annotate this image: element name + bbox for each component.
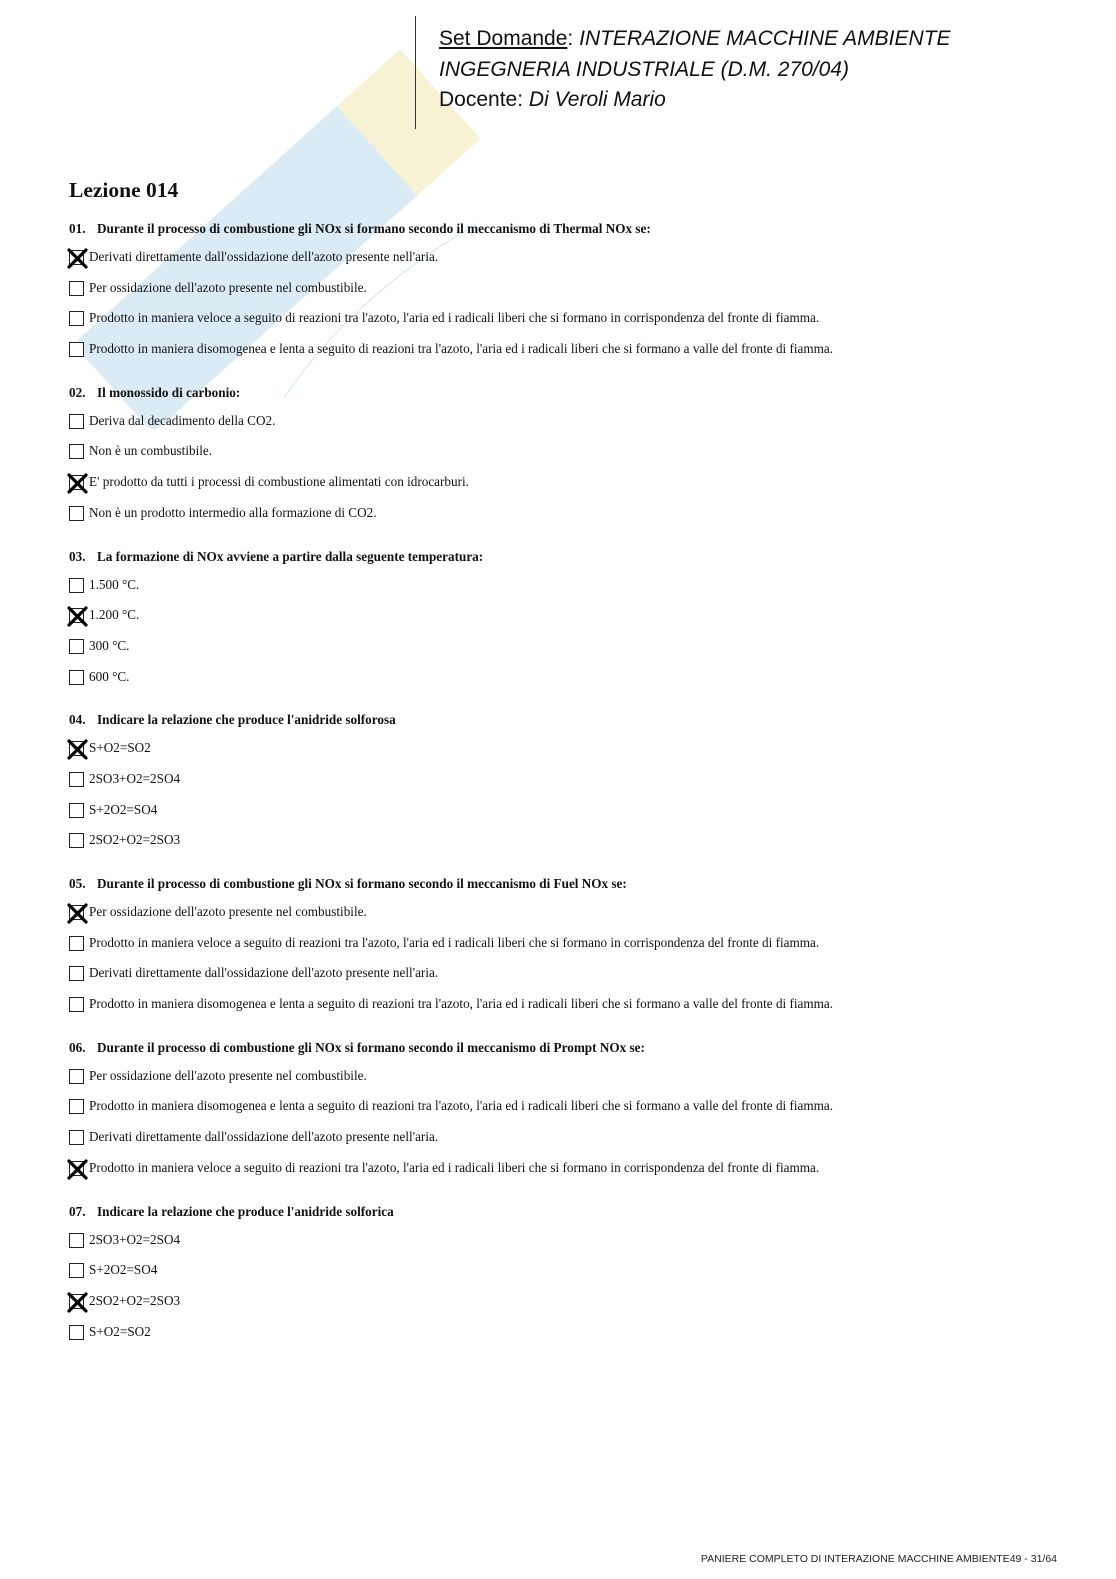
answer-checkbox[interactable] [69, 1263, 84, 1278]
question-label: La formazione di NOx avviene a partire dalla seguente temperatura: [97, 548, 484, 564]
answer-checkbox[interactable] [69, 1233, 84, 1248]
answer-option[interactable] [69, 1094, 1069, 1125]
answer-checkbox[interactable] [69, 936, 84, 951]
answer-checkbox[interactable] [69, 803, 84, 818]
question-text [69, 873, 1069, 895]
answer-option[interactable] [69, 1228, 1069, 1259]
answer-text: S+O2=SO2 [89, 1323, 151, 1339]
answer-text: S+2O2=SO4 [89, 801, 158, 817]
question-07 [69, 1201, 1069, 1351]
answer-checkbox[interactable] [69, 506, 84, 521]
answer-option[interactable] [69, 337, 1069, 368]
answer-option[interactable] [69, 931, 1069, 962]
question-label: Indicare la relazione che produce l'anidride solforica [97, 1203, 394, 1219]
answer-checkbox[interactable] [69, 475, 84, 490]
answer-option[interactable] [69, 439, 1069, 470]
checkbox-x-icon [65, 246, 90, 271]
answer-text: Per ossidazione dell'azoto presente nel combustibile. [89, 279, 367, 295]
answer-option[interactable] [69, 409, 1069, 440]
answer-text: 2SO2+O2=2SO3 [89, 832, 181, 848]
checkbox-x-icon [65, 1290, 90, 1315]
answer-option[interactable] [69, 634, 1069, 665]
answer-text: Prodotto in maniera disomogenea e lenta a seguito di reazioni tra l'azoto, l'aria ed i radicali liberi che si formano a valle del fronte di fiamma. [89, 341, 834, 357]
checkbox-x-icon [65, 471, 90, 496]
answer-checkbox[interactable] [69, 444, 84, 459]
answer-option[interactable] [69, 245, 1069, 276]
answer-text: Prodotto in maniera veloce a seguito di reazioni tra l'azoto, l'aria ed i radicali liberi che si formano in corrispondenza del fronte di fiamma. [89, 934, 820, 950]
answer-option[interactable] [69, 470, 1069, 501]
answer-text: Deriva dal decadimento della CO2. [89, 412, 276, 428]
answer-option[interactable] [69, 1125, 1069, 1156]
checkbox-x-icon [65, 604, 90, 629]
course-title: INTERAZIONE MACCHINE AMBIENTE [579, 27, 951, 50]
answer-text: Per ossidazione dell'azoto presente nel combustibile. [89, 904, 367, 919]
question-01 [69, 218, 1069, 368]
header-colon: : [567, 27, 574, 50]
question-number: 03. [69, 548, 86, 564]
answer-checkbox[interactable] [69, 639, 84, 654]
answer-option[interactable] [69, 1156, 1069, 1187]
question-number: 04. [69, 712, 86, 728]
answer-option[interactable] [69, 665, 1069, 696]
answer-checkbox[interactable] [69, 578, 84, 593]
answer-option[interactable] [69, 1258, 1069, 1289]
answer-option[interactable] [69, 276, 1069, 307]
header-vertical-rule [415, 16, 416, 129]
question-text [69, 218, 1069, 240]
lesson-title: Lezione 014 [69, 178, 179, 202]
answer-text: Non è un prodotto intermedio alla formazione di CO2. [89, 504, 377, 520]
answer-checkbox[interactable] [69, 1130, 84, 1145]
question-label: Durante il processo di combustione gli NOx si formano secondo il meccanismo di Prompt NOx se: [97, 1039, 645, 1055]
page-footer: PANIERE COMPLETO DI INTERAZIONE MACCHINE AMBIENTE49 - 31/64 [700, 1553, 1057, 1565]
answer-text: E' prodotto da tutti i processi di combustione alimentati con idrocarburi. [89, 474, 469, 490]
answer-text: 1.500 °C. [89, 576, 140, 592]
degree-title: INGEGNERIA INDUSTRIALE (D.M. 270/04) [439, 57, 849, 81]
answer-option[interactable] [69, 736, 1069, 767]
answer-checkbox[interactable] [69, 966, 84, 981]
checkbox-x-icon [65, 901, 90, 926]
question-number: 01. [69, 221, 86, 236]
answer-checkbox[interactable] [69, 772, 84, 787]
answer-checkbox[interactable] [69, 833, 84, 848]
question-05 [69, 873, 1069, 1023]
answer-checkbox[interactable] [69, 905, 84, 920]
answer-text: 1.200 °C. [89, 607, 140, 623]
header-line-1 [439, 24, 951, 55]
question-label: Durante il processo di combustione gli NOx si formano secondo il meccanismo di Thermal NOx se: [97, 221, 651, 236]
question-text [69, 709, 1069, 731]
answer-checkbox[interactable] [69, 608, 84, 623]
question-text [69, 1201, 1069, 1223]
question-label: Il monossido di carbonio: [97, 384, 241, 400]
answer-text: Derivati direttamente dall'ossidazione dell'azoto presente nell'aria. [89, 965, 439, 981]
answer-checkbox[interactable] [69, 1161, 84, 1176]
question-06 [69, 1037, 1069, 1187]
answer-option[interactable] [69, 1320, 1069, 1351]
question-number: 06. [69, 1039, 86, 1055]
answer-checkbox[interactable] [69, 342, 84, 357]
answer-option[interactable] [69, 992, 1069, 1023]
answer-text: S+O2=SO2 [89, 740, 151, 756]
answer-checkbox[interactable] [69, 741, 84, 756]
answer-option[interactable] [69, 1064, 1069, 1095]
header-line-3 [439, 85, 951, 116]
answer-option[interactable] [69, 1289, 1069, 1320]
question-03 [69, 546, 1069, 696]
answer-option[interactable] [69, 961, 1069, 992]
answer-checkbox[interactable] [69, 1294, 84, 1309]
answer-checkbox[interactable] [69, 281, 84, 296]
answer-text: 600 °C. [89, 668, 130, 684]
answer-option[interactable] [69, 828, 1069, 859]
question-number: 07. [69, 1203, 86, 1219]
answer-option[interactable] [69, 306, 1069, 337]
question-label: Indicare la relazione che produce l'anidride solforosa [97, 712, 396, 728]
answer-option[interactable] [69, 798, 1069, 829]
answer-option[interactable] [69, 603, 1069, 634]
set-domande-label: Set Domande [439, 27, 568, 50]
question-label: Durante il processo di combustione gli NOx si formano secondo il meccanismo di Fuel NOx se: [97, 876, 627, 891]
question-number: 05. [69, 876, 86, 891]
answer-checkbox[interactable] [69, 1325, 84, 1340]
answer-checkbox[interactable] [69, 1099, 84, 1114]
question-text [69, 546, 1069, 568]
checkbox-x-icon [65, 737, 90, 762]
answer-text: 2SO3+O2=2SO4 [89, 770, 181, 786]
answer-checkbox[interactable] [69, 250, 84, 265]
question-text [69, 1037, 1069, 1059]
answer-text: Derivati direttamente dall'ossidazione dell'azoto presente nell'aria. [89, 1129, 439, 1145]
answer-option[interactable] [69, 767, 1069, 798]
answer-checkbox[interactable] [69, 997, 84, 1012]
question-02 [69, 382, 1069, 532]
answer-text: 300 °C. [89, 637, 130, 653]
question-number: 02. [69, 384, 86, 400]
answer-text: Prodotto in maniera veloce a seguito di reazioni tra l'azoto, l'aria ed i radicali liberi che si formano in corrispondenza del fronte di fiamma. [89, 310, 820, 326]
answer-text: Prodotto in maniera disomogenea e lenta a seguito di reazioni tra l'azoto, l'aria ed i radicali liberi che si formano a valle del fronte di fiamma. [89, 996, 834, 1012]
answer-text: Non è un combustibile. [89, 443, 213, 459]
answer-text: Per ossidazione dell'azoto presente nel combustibile. [89, 1067, 367, 1083]
question-04 [69, 709, 1069, 859]
document-header [439, 24, 951, 116]
answer-option[interactable] [69, 900, 1069, 931]
answer-checkbox[interactable] [69, 414, 84, 429]
answer-checkbox[interactable] [69, 1069, 84, 1084]
answer-text: 2SO2+O2=2SO3 [89, 1292, 181, 1308]
teacher-label: Docente: [439, 88, 524, 111]
question-text [69, 382, 1069, 404]
teacher-name: Di Veroli Mario [528, 88, 666, 111]
answer-option[interactable] [69, 573, 1069, 604]
answer-checkbox[interactable] [69, 670, 84, 685]
quiz-content [69, 178, 1069, 1364]
answer-option[interactable] [69, 501, 1069, 532]
answer-text: Prodotto in maniera veloce a seguito di reazioni tra l'azoto, l'aria ed i radicali liberi che si formano in corrispondenza del fronte di fiamma. [89, 1159, 820, 1175]
answer-text: Derivati direttamente dall'ossidazione dell'azoto presente nell'aria. [89, 249, 439, 264]
answer-text: 2SO3+O2=2SO4 [89, 1231, 181, 1247]
answer-text: S+2O2=SO4 [89, 1262, 158, 1278]
checkbox-x-icon [65, 1157, 90, 1182]
answer-checkbox[interactable] [69, 311, 84, 326]
answer-text: Prodotto in maniera disomogenea e lenta a seguito di reazioni tra l'azoto, l'aria ed i radicali liberi che si formano a valle del fronte di fiamma. [89, 1098, 834, 1114]
